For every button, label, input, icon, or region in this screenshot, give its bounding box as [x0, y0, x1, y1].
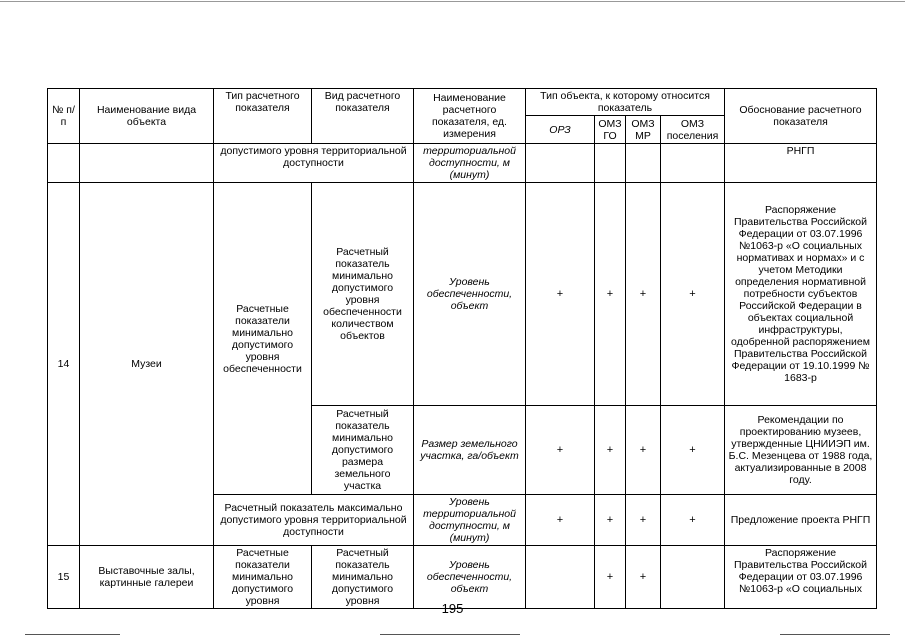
row14-orz-c: + [526, 495, 595, 546]
cont-mr [626, 144, 661, 183]
row14-pos-a: + [661, 183, 725, 406]
page-number: 195 [441, 601, 464, 616]
row14-basis-c: Предложение проекта РНГП [725, 495, 877, 546]
row14-name-c: Уровень территориальной доступности, м (минут) [414, 495, 526, 546]
header-omz-mr: ОМЗ МР [626, 116, 661, 144]
row14-basis-a: Распоряжение Правительства Российской Федерации от 03.07.1996 №1063-р «О социальных нормативах и нормах» и с учетом Методики определения нормативной потребности субъектов Российской Федерации в объектах социальной инфраструктуры, одобренной распоряжением Правительства Российской Федерации от 19.10.1999 № 1683-р [725, 183, 877, 406]
cont-go [595, 144, 626, 183]
header-num: № п/п [48, 89, 80, 144]
row15-kind: Расчетный показатель минимально допустимого уровня [312, 546, 414, 609]
scan-line-bottom-mid [380, 634, 520, 635]
row14-pos-b: + [661, 406, 725, 495]
row14-mr-b: + [626, 406, 661, 495]
row14-object: Музеи [80, 183, 214, 546]
row14-mr-a: + [626, 183, 661, 406]
row-15 [48, 546, 877, 609]
row15-num: 15 [48, 546, 80, 609]
row14-name-b: Размер земельного участка, га/объект [414, 406, 526, 495]
row14-orz-b: + [526, 406, 595, 495]
row14-merged-c: Расчетный показатель максимально допустимого уровня территориальной доступности [214, 495, 414, 546]
scan-line-bottom-left [25, 634, 120, 635]
row15-go: + [595, 546, 626, 609]
row15-object: Выставочные залы, картинные галереи [80, 546, 214, 609]
row15-type: Расчетные показатели минимально допустимого уровня [214, 546, 312, 609]
row15-pos [661, 546, 725, 609]
scan-line-bottom-right [780, 634, 890, 635]
row15-mr: + [626, 546, 661, 609]
row15-basis: Распоряжение Правительства Российской Федерации от 03.07.1996 №1063-р «О социальных [725, 546, 877, 609]
row14-mr-c: + [626, 495, 661, 546]
header-omz-pos: ОМЗ поселения [661, 116, 725, 144]
row14-go-b: + [595, 406, 626, 495]
row14-name-a: Уровень обеспеченности, объект [414, 183, 526, 406]
cont-num [48, 144, 80, 183]
cont-merged: допустимого уровня территориальной доступности [214, 144, 414, 183]
header-orz: ОРЗ [526, 116, 595, 144]
header-indicator-type: Тип расчетного показателя [214, 89, 312, 144]
header-object-name: Наименование вида объекта [80, 89, 214, 144]
row15-name: Уровень обеспеченности, объект [414, 546, 526, 609]
row14-kind-a: Расчетный показатель минимально допустимого уровня обеспеченности количеством объектов [312, 183, 414, 406]
header-indicator-name: Наименование расчетного показателя, ед. измерения [414, 89, 526, 144]
row-14a [48, 183, 877, 406]
row15-orz [526, 546, 595, 609]
row14-orz-a: + [526, 183, 595, 406]
row14-go-c: + [595, 495, 626, 546]
cont-pos [661, 144, 725, 183]
row14-kind-b: Расчетный показатель минимально допустимого размера земельного участка [312, 406, 414, 495]
cont-basis: РНГП [725, 144, 877, 183]
header-omz-go: ОМЗ ГО [595, 116, 626, 144]
row14-basis-b: Рекомендации по проектированию музеев, утвержденные ЦНИИЭП им. Б.С. Мезенцева от 1988 года, актуализированные в 2008 году. [725, 406, 877, 495]
norms-table [47, 88, 877, 609]
header-indicator-kind: Вид расчетного показателя [312, 89, 414, 144]
cont-orz [526, 144, 595, 183]
header-object-type-group: Тип объекта, к которому относится показатель [526, 89, 725, 116]
header-row-1 [48, 89, 877, 116]
scan-line-top [0, 1, 905, 2]
row14-num: 14 [48, 183, 80, 546]
row14-go-a: + [595, 183, 626, 406]
cont-object [80, 144, 214, 183]
row14-type: Расчетные показатели минимально допустимого уровня обеспеченности [214, 183, 312, 495]
row14-pos-c: + [661, 495, 725, 546]
continuation-row [48, 144, 877, 183]
cont-name: территориальной доступности, м (минут) [414, 144, 526, 183]
header-basis: Обоснование расчетного показателя [725, 89, 877, 144]
